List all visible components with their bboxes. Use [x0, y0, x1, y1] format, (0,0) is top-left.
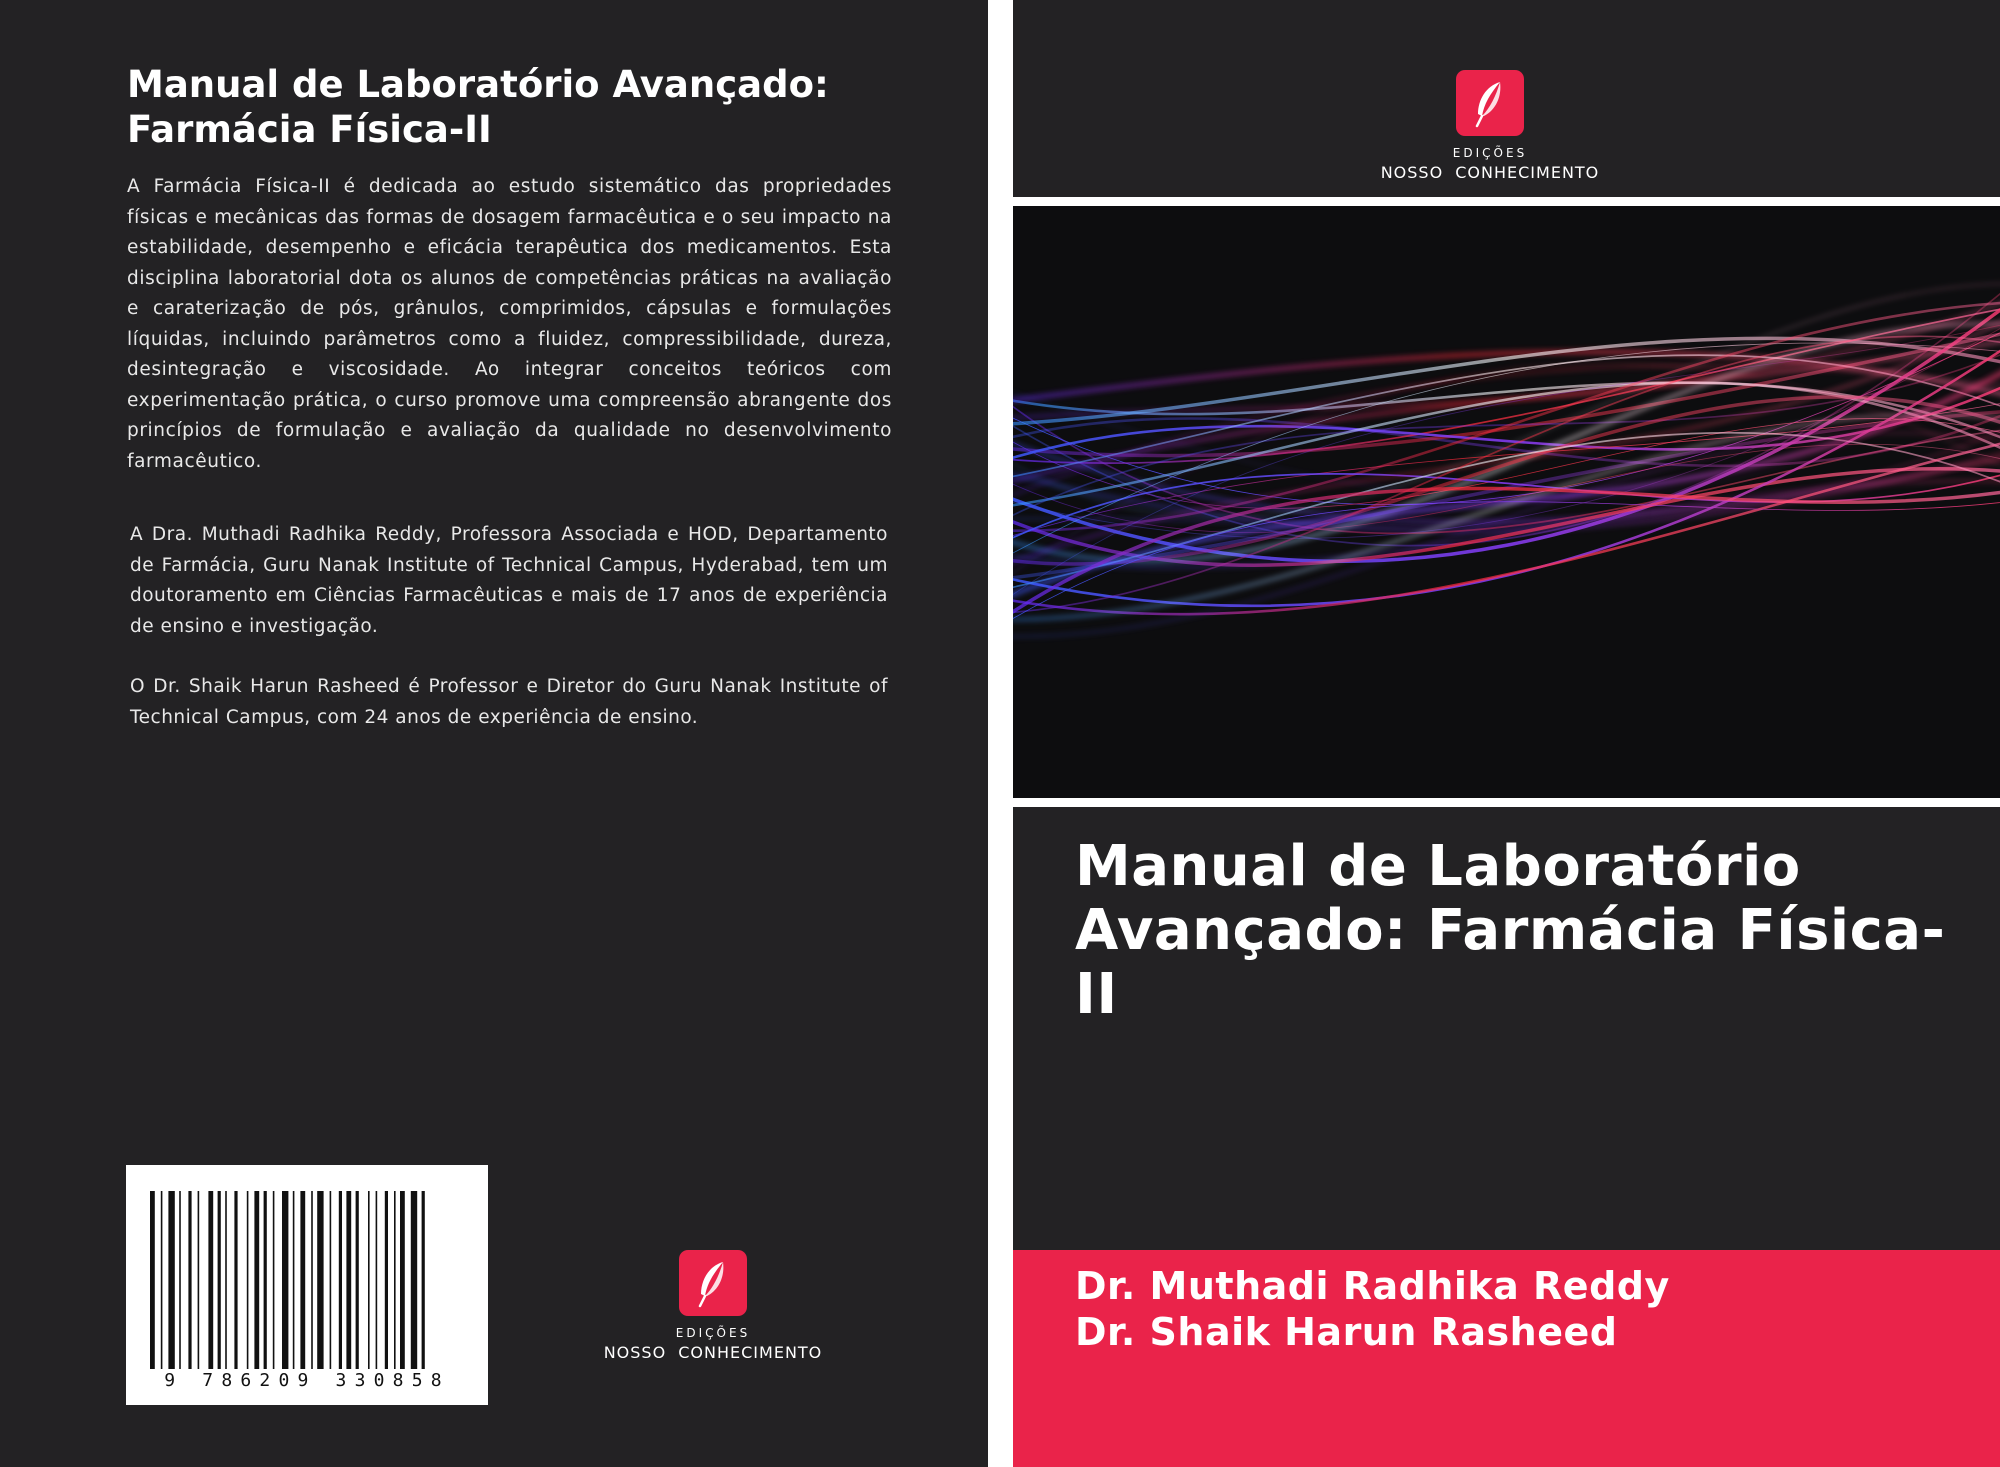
barcode-bar — [188, 1191, 191, 1369]
barcode-bar — [394, 1191, 396, 1369]
barcode-bar — [208, 1191, 213, 1369]
barcode-bar — [273, 1191, 275, 1369]
barcode-bar — [179, 1191, 181, 1369]
barcode-bar — [264, 1191, 267, 1369]
back-cover-title: Manual de Laboratório Avançado: Farmácia Física-II — [127, 63, 829, 151]
quill-feather-icon — [679, 1250, 747, 1316]
spine-gap — [988, 0, 1013, 1467]
light-streak — [1013, 302, 2000, 531]
light-streak — [1013, 336, 2000, 606]
light-streaks — [1013, 275, 2000, 637]
barcode-bar — [339, 1191, 342, 1369]
author-name-2: Dr. Shaik Harun Rasheed — [1075, 1310, 1618, 1354]
author-name-1: Dr. Muthadi Radhika Reddy — [1075, 1264, 1670, 1308]
author-names — [1075, 1263, 1955, 1355]
light-streak — [1013, 410, 2000, 580]
publisher-logo-back — [583, 1250, 843, 1363]
barcode-bar — [385, 1191, 388, 1369]
publisher-line-1: EDIÇÕES — [675, 1326, 751, 1340]
isbn-barcode — [126, 1165, 488, 1405]
author-bio-1: A Dra. Muthadi Radhika Reddy, Professora Associada e HOD, Departamento de Farmácia, Guru Nanak Institute of Technical Campus, Hyderabad, tem um doutoramento em Ciências Farmacêuticas e mais de 17 anos de experiência de ensino e investigação. — [130, 524, 888, 637]
quill-feather-icon — [1456, 70, 1524, 136]
light-streak — [1013, 415, 2000, 620]
barcode-bar — [161, 1191, 163, 1369]
barcode-bar — [234, 1191, 237, 1369]
barcode-bar — [293, 1191, 295, 1369]
barcode-bar — [225, 1191, 227, 1369]
cover-light-streaks-image — [1013, 206, 2000, 798]
barcode-bar — [346, 1191, 351, 1369]
barcode-bar — [422, 1191, 425, 1369]
barcode-bar — [356, 1191, 359, 1369]
barcode-bar — [330, 1191, 332, 1369]
barcode-bar — [368, 1191, 370, 1369]
barcode-bar — [282, 1191, 288, 1369]
barcode-bar — [300, 1191, 305, 1369]
barcode-bar — [168, 1191, 174, 1369]
barcode-bar — [376, 1191, 378, 1369]
barcode-bar — [150, 1191, 155, 1369]
author-bio-2: O Dr. Shaik Harun Rasheed é Professor e Diretor do Guru Nanak Institute of Technical Campus, com 24 anos de experiência de ensino. — [130, 676, 888, 728]
front-cover-title: Manual de Laboratório Avançado: Farmácia Física-II — [1075, 834, 1946, 1027]
back-cover-description: A Farmácia Física-II é dedicada ao estudo sistemático das propriedades físicas e mecânicas das formas de dosagem farmacêutica e o seu impacto na estabilidade, desempenho e eficácia terapêutica dos medicamentos. Esta disciplina laboratorial dota os alunos de competências práticas na avaliação e caraterização de pós, grânulos, comprimidos, cápsulas e formulações líquidas, incluindo parâmetros como a fluidez, compressibilidade, dureza, desintegração e viscosidade. Ao integrar conceitos teóricos com experimentação prática, o curso promove uma compreensão abrangente dos princípios de formulação e avaliação da qualidade no desenvolvimento farmacêutico. — [127, 176, 892, 472]
barcode-bar — [254, 1191, 259, 1369]
publisher-line-1: EDIÇÕES — [1452, 146, 1528, 160]
barcode-bar — [198, 1191, 200, 1369]
publisher-logo-front — [1360, 70, 1620, 183]
barcode-bar — [218, 1191, 221, 1369]
barcode-bar — [317, 1191, 323, 1369]
publisher-line-2: NOSSO CONHECIMENTO — [1380, 163, 1600, 182]
barcode-bar — [311, 1191, 313, 1369]
barcode-bar — [400, 1191, 405, 1369]
barcode-bars — [126, 1165, 488, 1405]
light-streak — [1013, 336, 2000, 613]
barcode-bar — [411, 1191, 417, 1369]
publisher-line-2: NOSSO CONHECIMENTO — [603, 1343, 823, 1362]
isbn-digits: 9 786209 330858 — [164, 1370, 450, 1391]
barcode-bar — [247, 1191, 249, 1369]
